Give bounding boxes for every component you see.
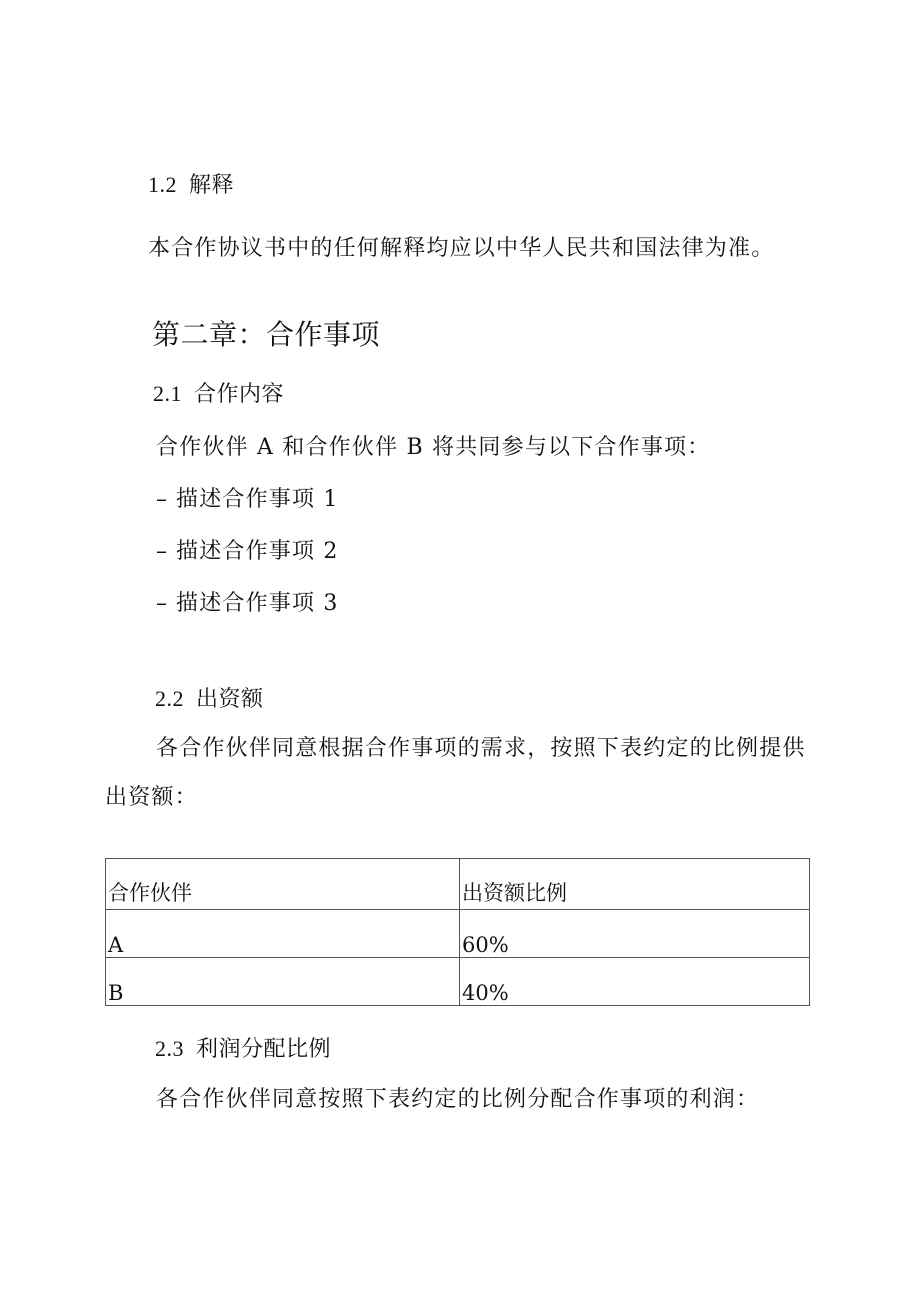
section-number: 1.2: [148, 172, 177, 197]
list-item-text: 描述合作事项 2: [176, 539, 339, 564]
table-cell: A: [106, 910, 460, 958]
table-row: [106, 958, 810, 1006]
section-title: 出资额: [196, 687, 264, 712]
table-cell: 60%: [460, 910, 810, 958]
table-row: [106, 910, 810, 958]
table-cell: B: [106, 958, 460, 1006]
section-heading-1-2: [148, 168, 234, 199]
section-title: 解释: [189, 173, 235, 198]
section-2-1-intro: 合作伙伴 A 和合作伙伴 B 将共同参与以下合作事项：: [156, 435, 711, 460]
section-2-3-body: 各合作伙伴同意按照下表约定的比例分配合作事项的利润：: [156, 1087, 760, 1112]
list-bullet: –: [156, 539, 169, 564]
table-header-cell: 合作伙伴: [106, 859, 460, 910]
list-item-text: 描述合作事项 3: [176, 591, 339, 616]
section-title: 合作内容: [194, 382, 285, 407]
section-number: 2.2: [155, 686, 184, 711]
section-heading-2-3: [155, 1032, 331, 1063]
section-number: 2.3: [155, 1036, 184, 1061]
list-item: [156, 586, 339, 617]
table-cell: 40%: [460, 958, 810, 1006]
section-number: 2.1: [153, 381, 182, 406]
section-2-2-body-line-2: 出资额：: [105, 785, 198, 810]
list-item: [156, 534, 339, 565]
section-title: 利润分配比例: [196, 1037, 332, 1062]
contribution-table: [105, 858, 810, 1006]
list-item: [156, 482, 339, 513]
section-heading-2-2: [155, 682, 264, 713]
section-1-2-body: 本合作协议书中的任何解释均应以中华人民共和国法律为准。: [148, 236, 775, 261]
list-item-text: 描述合作事项 1: [176, 487, 339, 512]
section-2-2-body-line-1: 各合作伙伴同意根据合作事项的需求，按照下表约定的比例提供: [156, 736, 806, 761]
table-header-row: [106, 859, 810, 910]
chapter-title: 第二章：合作事项: [152, 318, 381, 351]
list-bullet: –: [156, 487, 169, 512]
list-bullet: –: [156, 591, 169, 616]
section-heading-2-1: [153, 377, 284, 408]
table-header-cell: 出资额比例: [460, 859, 810, 910]
